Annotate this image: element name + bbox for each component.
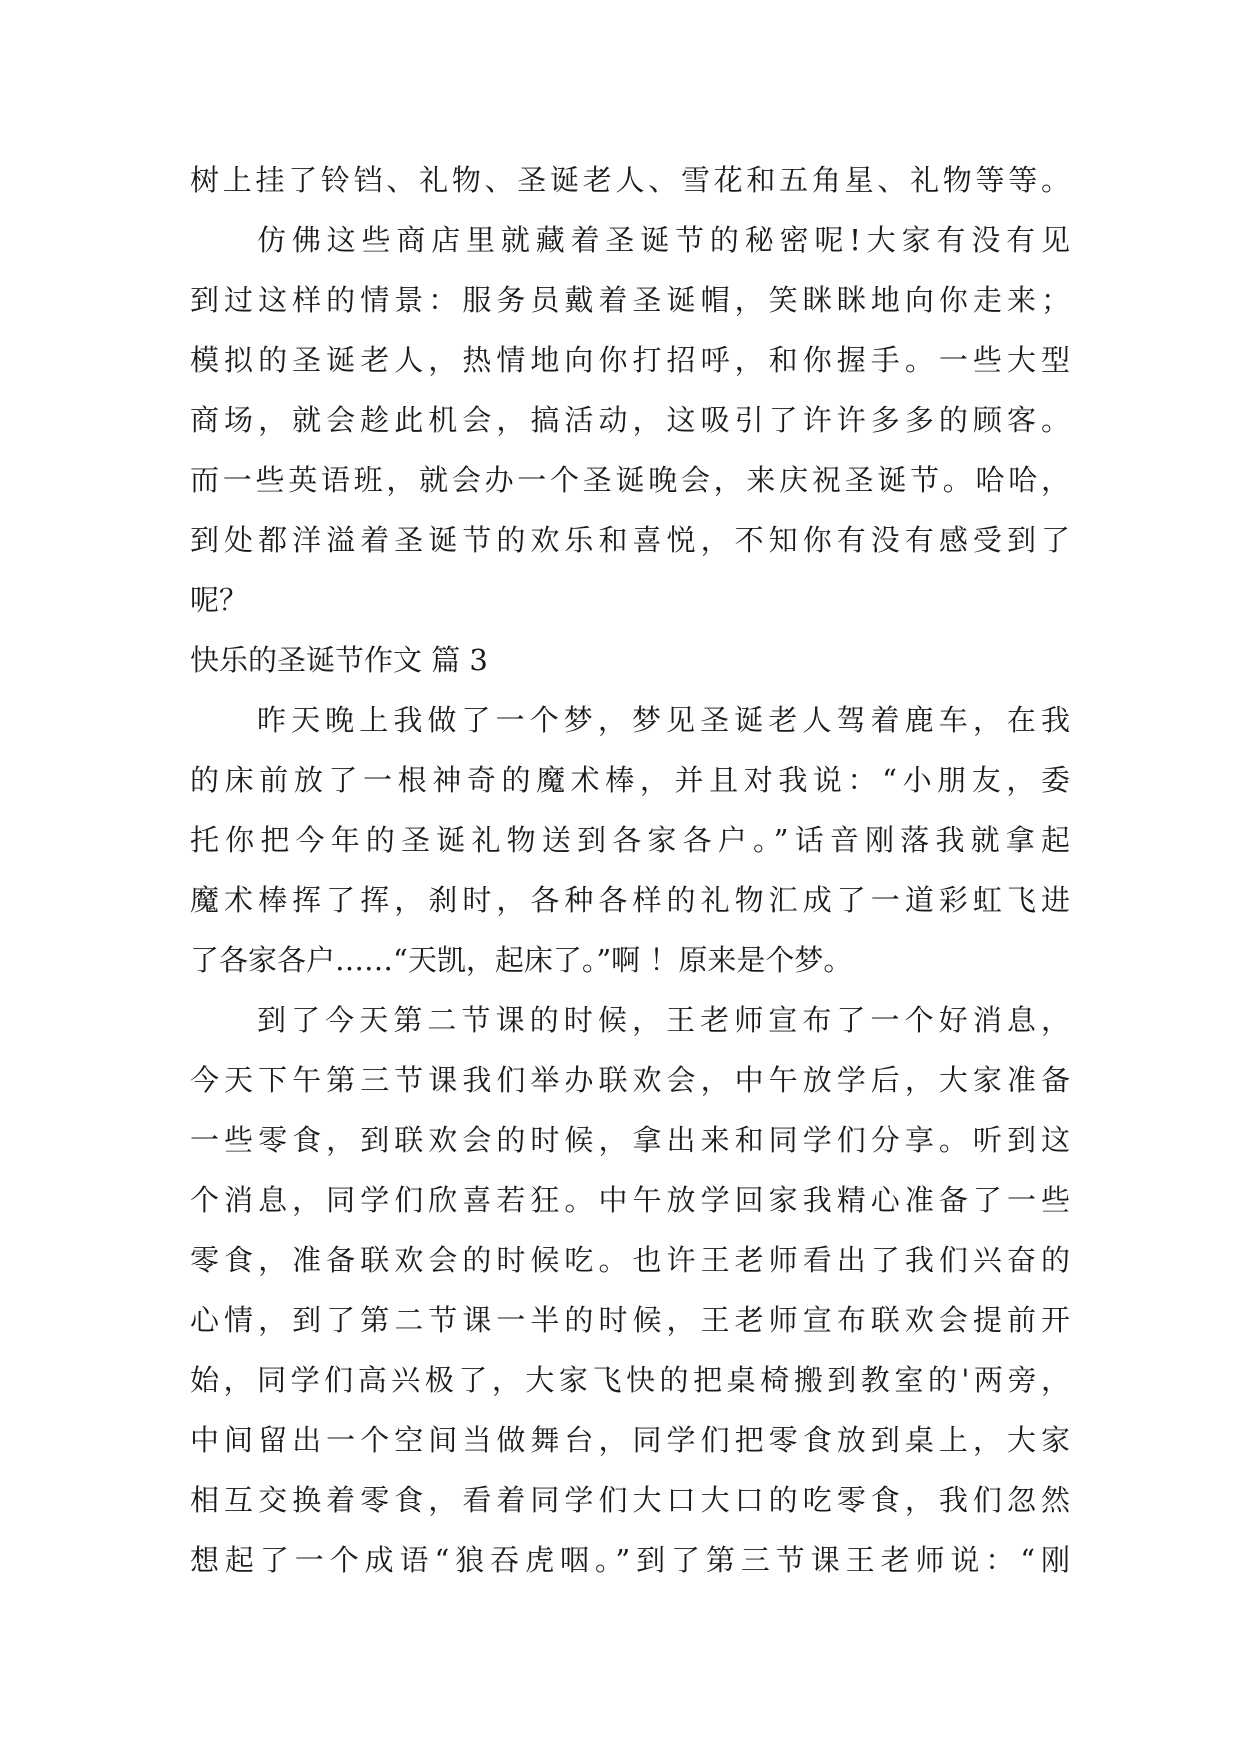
text-line: 商场，就会趁此机会，搞活动，这吸引了许许多多的顾客。 bbox=[190, 403, 1070, 437]
text-line: 魔术棒挥了挥，刹时，各种各样的礼物汇成了一道彩虹飞进 bbox=[190, 883, 1070, 917]
text-line: 想起了一个成语“狼吞虎咽。”到了第三节课王老师说：“刚 bbox=[190, 1543, 1070, 1577]
text-line: 到了今天第二节课的时候，王老师宣布了一个好消息， bbox=[257, 1003, 1070, 1037]
text-line: 托你把今年的圣诞礼物送到各家各户。”话音刚落我就拿起 bbox=[190, 823, 1070, 857]
text-line: 的床前放了一根神奇的魔术棒，并且对我说：“小朋友，委 bbox=[190, 763, 1070, 797]
text-line: 了各家各户……“天凯，起床了。”啊 ！原来是个梦。 bbox=[190, 943, 853, 977]
text-line: 始，同学们高兴极了，大家飞快的把桌椅搬到教室的'两旁， bbox=[190, 1363, 1070, 1397]
text-line: 树上挂了铃铛、礼物、圣诞老人、雪花和五角星、礼物等等。 bbox=[190, 163, 1070, 197]
text-line: 心情，到了第二节课一半的时候，王老师宣布联欢会提前开 bbox=[190, 1303, 1070, 1337]
paragraph bbox=[190, 210, 1070, 630]
text-line: 仿佛这些商店里就藏着圣诞节的秘密呢!大家有没有见 bbox=[257, 223, 1070, 257]
text-line: 到过这样的情景：服务员戴着圣诞帽，笑眯眯地向你走来； bbox=[190, 283, 1070, 317]
paragraph bbox=[190, 990, 1070, 1590]
text-line: 个消息，同学们欣喜若狂。中午放学回家我精心准备了一些 bbox=[190, 1183, 1070, 1217]
section-heading: 快乐的圣诞节作文 篇 3 bbox=[190, 643, 488, 677]
essay-body bbox=[190, 150, 1070, 1590]
paragraph-continuation bbox=[190, 150, 1070, 210]
text-line: 相互交换着零食，看着同学们大口大口的吃零食，我们忽然 bbox=[190, 1483, 1070, 1517]
text-line: 呢？ bbox=[190, 583, 249, 617]
text-line: 今天下午第三节课我们举办联欢会，中午放学后，大家准备 bbox=[190, 1063, 1070, 1097]
text-line: 到处都洋溢着圣诞节的欢乐和喜悦，不知你有没有感受到了 bbox=[190, 523, 1070, 557]
text-line: 昨天晚上我做了一个梦，梦见圣诞老人驾着鹿车，在我 bbox=[257, 703, 1070, 737]
text-line: 零食，准备联欢会的时候吃。也许王老师看出了我们兴奋的 bbox=[190, 1243, 1070, 1277]
text-line: 而一些英语班，就会办一个圣诞晚会，来庆祝圣诞节。哈哈， bbox=[190, 463, 1070, 497]
text-line: 模拟的圣诞老人，热情地向你打招呼，和你握手。一些大型 bbox=[190, 343, 1070, 377]
text-line: 一些零食，到联欢会的时候，拿出来和同学们分享。听到这 bbox=[190, 1123, 1070, 1157]
text-line: 中间留出一个空间当做舞台，同学们把零食放到桌上，大家 bbox=[190, 1423, 1070, 1457]
paragraph bbox=[190, 690, 1070, 990]
